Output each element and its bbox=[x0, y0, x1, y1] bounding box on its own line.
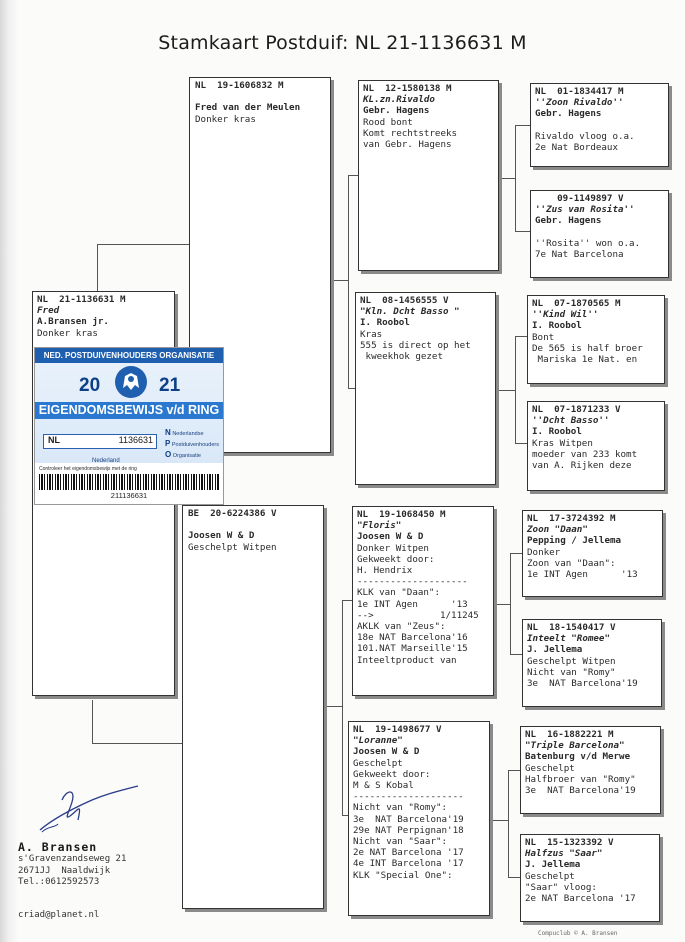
certificate-year-right: 21 bbox=[159, 375, 181, 396]
barcode bbox=[39, 474, 219, 490]
connector bbox=[490, 820, 508, 821]
ring-id: NL 21-1136631 M bbox=[37, 294, 126, 305]
connector bbox=[342, 600, 343, 815]
card-line: 2e NAT Barcelona '17 bbox=[353, 847, 464, 859]
npo-letter: N bbox=[165, 428, 171, 437]
owner-name: Joosen W & D bbox=[188, 530, 255, 542]
card-line: Rivaldo vloog o.a. bbox=[535, 130, 635, 142]
npo-letter: P bbox=[165, 439, 171, 448]
card-line: moeder van 233 komt bbox=[532, 448, 638, 460]
npo-legend bbox=[165, 428, 219, 461]
card-line: 29e NAT Perpignan'18 bbox=[353, 824, 464, 836]
owner-name: Fred van der Meulen bbox=[195, 102, 301, 114]
card-line: Gekweekt door: bbox=[353, 768, 431, 780]
owner-name: Joosen W & D bbox=[357, 531, 424, 543]
ring-id: NL 12-1580138 M bbox=[363, 83, 452, 94]
connector bbox=[342, 600, 352, 601]
connector bbox=[348, 175, 349, 388]
ring-number: 1136631 bbox=[118, 435, 153, 445]
ring-id: NL 19-1498677 V bbox=[353, 724, 442, 735]
card-line: Geschelpt bbox=[525, 762, 575, 774]
npo-word: Organisatie bbox=[172, 453, 201, 459]
card-line: Donker bbox=[527, 546, 561, 558]
card-line: Kras bbox=[360, 328, 383, 340]
connector bbox=[510, 654, 522, 655]
ring-certificate bbox=[34, 347, 224, 505]
card-line: 4e INT Barcelona '17 bbox=[353, 858, 464, 870]
card-line: KLK "Special One": bbox=[353, 869, 453, 881]
ssd-card bbox=[530, 190, 669, 278]
dam-dam-card bbox=[348, 721, 490, 916]
ddd-card bbox=[520, 834, 660, 922]
card-line: Kras Witpen bbox=[532, 437, 593, 449]
card-line: 7e Nat Barcelona bbox=[535, 249, 624, 261]
pigeon-name: ''Kind Wil'' bbox=[532, 309, 599, 321]
breeder-address: s'Gravenzandseweg 21 bbox=[18, 854, 127, 864]
ring-id: 09-1149897 V bbox=[535, 193, 624, 204]
card-line bbox=[195, 91, 325, 102]
ring-id: NL 15-1323392 V bbox=[525, 837, 614, 848]
owner-name: I. Roobol bbox=[360, 317, 410, 329]
card-line: van Gebr. Hagens bbox=[363, 139, 452, 151]
card-line: H. Hendrix bbox=[357, 565, 413, 577]
connector bbox=[510, 553, 511, 654]
sdd-card bbox=[527, 401, 665, 491]
pigeon-name: Fred bbox=[37, 305, 60, 317]
breeder-phone: Tel.:0612592573 bbox=[18, 877, 100, 888]
signature-icon bbox=[34, 780, 144, 840]
card-line: "Saar" vloog: bbox=[525, 881, 597, 893]
pigeon-name: Halfzus "Saar" bbox=[525, 848, 603, 860]
connector bbox=[515, 336, 527, 337]
certificate-title: EIGENDOMSBEWIJS v/d RING bbox=[35, 402, 223, 419]
owner-name: Batenburg v/d Merwe bbox=[525, 751, 631, 763]
card-line: 101.NAT Marseille'15 bbox=[357, 643, 468, 655]
ring-id: BE 20-6224386 V bbox=[188, 508, 277, 519]
connector bbox=[515, 336, 516, 443]
owner-name: Gebr. Hagens bbox=[363, 105, 430, 117]
connector bbox=[515, 125, 516, 231]
card-line: Zoon van "Daan": bbox=[527, 557, 616, 569]
card-line: Komt rechtstreeks bbox=[363, 127, 458, 139]
owner-name: A.Bransen jr. bbox=[37, 316, 109, 328]
card-line: 555 is direct op het bbox=[360, 339, 471, 351]
card-line bbox=[535, 227, 664, 238]
pigeon-name: ''Zoon Rivaldo'' bbox=[535, 97, 624, 109]
connector bbox=[508, 770, 520, 771]
card-line: Nicht van "Saar": bbox=[353, 836, 448, 848]
scan-edge-shadow bbox=[0, 0, 18, 942]
card-line: 3e NAT Barcelona'19 bbox=[353, 813, 464, 825]
dam-card bbox=[182, 505, 324, 909]
card-line: Donker kras bbox=[195, 113, 256, 125]
pigeon-name: ''Zus van Rosita'' bbox=[535, 204, 635, 216]
card-line: Gekweekt door: bbox=[357, 553, 435, 565]
card-line: Donker Witpen bbox=[357, 542, 429, 554]
card-line: 18e NAT Barcelona'16 bbox=[357, 632, 468, 644]
ring-id: NL 16-1882221 M bbox=[525, 729, 614, 740]
ring-id: NL 18-1540417 V bbox=[527, 622, 616, 633]
connector bbox=[498, 178, 515, 179]
page-title: Stamkaart Postduif: NL 21-1136631 M bbox=[158, 32, 527, 54]
card-line: 2e Nat Bordeaux bbox=[535, 142, 618, 154]
certificate-org: NED. POSTDUIVENHOUDERS ORGANISATIE bbox=[35, 348, 223, 363]
certificate-year-left: 20 bbox=[79, 375, 101, 396]
barcode-number: 211136631 bbox=[110, 491, 148, 500]
sss-card bbox=[530, 83, 669, 167]
card-line: -------------------- bbox=[353, 791, 464, 803]
dsd-card bbox=[522, 619, 662, 707]
card-line: 1e INT Agen '13 bbox=[527, 569, 638, 581]
npo-letter: O bbox=[165, 450, 172, 459]
footer-credit: Compuclub © A. Bransen bbox=[538, 930, 618, 937]
card-line: AKLK van "Zeus": bbox=[357, 621, 446, 633]
card-line: Geschelpt Witpen bbox=[527, 655, 616, 667]
owner-name: Gebr. Hagens bbox=[535, 108, 602, 120]
npo-word: Postduivenhouders bbox=[171, 442, 219, 448]
breeder-block bbox=[18, 840, 126, 889]
card-line bbox=[535, 120, 664, 131]
card-line: 1e INT Agen '13 bbox=[357, 598, 468, 610]
owner-name: I. Roobol bbox=[532, 320, 582, 332]
pigeon-name: "Kln. Dcht Basso " bbox=[360, 306, 460, 318]
connector bbox=[330, 280, 348, 281]
connector bbox=[515, 231, 530, 232]
ring-country: NL bbox=[48, 435, 60, 445]
pigeon-name: "Floris" bbox=[357, 520, 402, 532]
card-line: Inteeltproduct van bbox=[357, 654, 457, 666]
breeder-city: 2671JJ Naaldwijk bbox=[18, 865, 111, 876]
certificate-tick-label: Nederland bbox=[92, 458, 120, 464]
ring-id: NL 19-1606832 M bbox=[195, 80, 284, 91]
connector bbox=[494, 604, 510, 605]
connector bbox=[97, 244, 98, 292]
pigeon-name: ''Dcht Basso'' bbox=[532, 415, 610, 427]
card-line: 3e NAT Barcelona'19 bbox=[525, 785, 636, 797]
card-line: Geschelpt bbox=[353, 757, 403, 769]
pigeon-name: KL.zn.Rivaldo bbox=[363, 94, 435, 106]
pigeon-name: "Triple Barcelona" bbox=[525, 740, 625, 752]
card-line: Rood bont bbox=[363, 116, 413, 128]
pigeon-name: "Loranne" bbox=[353, 735, 403, 747]
ring-id: NL 01-1834417 M bbox=[535, 86, 624, 97]
ring-id: NL 07-1871233 V bbox=[532, 404, 621, 415]
ring-id: NL 08-1456555 V bbox=[360, 295, 449, 306]
card-line: Nicht van "Romy": bbox=[353, 802, 448, 814]
card-line: Donker kras bbox=[37, 327, 98, 339]
certificate-control-text: Controleer het eigendomsbewijs met de ring bbox=[39, 466, 137, 472]
owner-name: J. Jellema bbox=[527, 644, 583, 656]
owner-name: Gebr. Hagens bbox=[535, 215, 602, 227]
dss-card bbox=[522, 510, 663, 597]
owner-name: Pepping / Jellema bbox=[527, 535, 622, 547]
breeder-email: criad@planet.nl bbox=[18, 910, 100, 920]
npo-word: Nederlandse bbox=[172, 431, 204, 437]
sds-card bbox=[527, 295, 665, 384]
connector bbox=[508, 770, 509, 877]
connector bbox=[515, 125, 530, 126]
card-line: van A. Rijken deze bbox=[532, 460, 632, 472]
card-line: 2e NAT Barcelona '17 bbox=[525, 893, 636, 905]
lion-crest-icon bbox=[113, 364, 149, 400]
pigeon-name: Zoon "Daan" bbox=[527, 524, 588, 536]
card-line: Bont bbox=[532, 331, 555, 343]
card-line: M & S Kobal bbox=[353, 780, 414, 792]
sire-sire-card bbox=[358, 80, 499, 271]
card-line: De 565 is half broer bbox=[532, 342, 643, 354]
ring-id: NL 19-1068450 M bbox=[357, 509, 446, 520]
connector bbox=[498, 390, 515, 391]
connector bbox=[515, 443, 527, 444]
owner-name: Joosen W & D bbox=[353, 746, 420, 758]
owner-name: I. Roobol bbox=[532, 426, 582, 438]
breeder-name: A. Bransen bbox=[18, 840, 98, 854]
dam-sire-card bbox=[352, 506, 494, 696]
ring-id: NL 17-3724392 M bbox=[527, 513, 616, 524]
sire-dam-card bbox=[355, 292, 496, 485]
card-line: ''Rosita'' won o.a. bbox=[535, 237, 641, 249]
pigeon-name: Inteelt "Romee" bbox=[527, 633, 610, 645]
card-line: Nicht van "Romy" bbox=[527, 666, 616, 678]
card-line: KLK van "Daan": bbox=[357, 587, 440, 599]
card-line: --> 1/11245 bbox=[357, 609, 479, 621]
connector bbox=[324, 706, 342, 707]
card-line: Geschelpt Witpen bbox=[188, 541, 277, 553]
ring-number-box bbox=[43, 434, 157, 449]
card-line: Halfbroer van "Romy" bbox=[525, 773, 636, 785]
card-line: Mariska 1e Nat. en bbox=[532, 354, 638, 366]
card-line: kweekhok gezet bbox=[360, 351, 443, 363]
ring-id: NL 07-1870565 M bbox=[532, 298, 621, 309]
connector bbox=[508, 877, 520, 878]
connector bbox=[510, 553, 522, 554]
dds-card bbox=[520, 726, 661, 814]
card-line: -------------------- bbox=[357, 576, 468, 588]
card-line: 3e NAT Barcelona'19 bbox=[527, 678, 638, 690]
card-line: Geschelpt bbox=[525, 870, 575, 882]
connector bbox=[92, 743, 182, 744]
connector bbox=[97, 244, 189, 245]
card-line bbox=[188, 519, 318, 530]
connector bbox=[348, 175, 358, 176]
connector bbox=[92, 700, 93, 743]
owner-name: J. Jellema bbox=[525, 859, 581, 871]
